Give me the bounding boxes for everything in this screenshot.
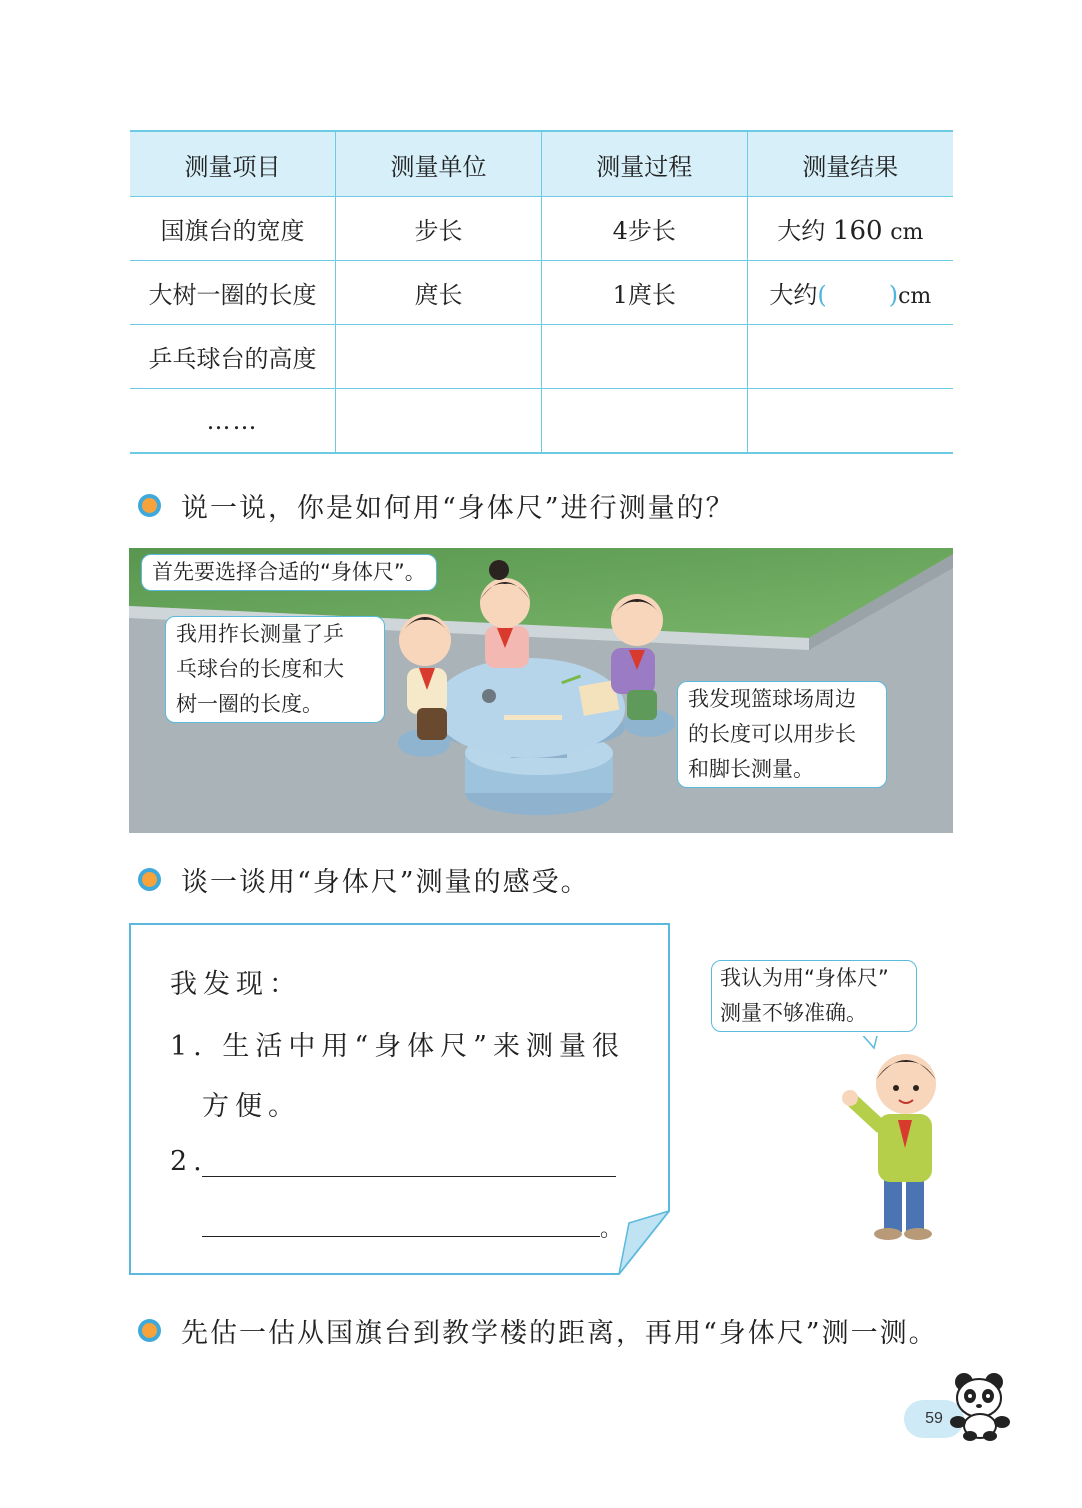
bullet-icon [138,494,161,517]
speech-bubble-top: 首先要选择合适的“身体尺”。 [141,554,437,591]
card-heading: 我发现： [170,969,302,1000]
bubble-line: 的长度可以用步长 [688,722,856,746]
table-row [130,197,953,261]
cell-result [747,197,953,261]
header-item: 测量项目 [130,131,336,197]
cell-result[interactable] [747,389,953,454]
result-prefix: 大约 [769,281,818,309]
paren-open: ( [817,281,827,309]
result-value: 160 [832,216,883,246]
card-item-1-line-2: 方便。 [202,1091,301,1122]
bullet-icon [138,1319,161,1342]
question-2 [138,860,590,899]
paren-close: ) [888,281,899,309]
cell-unit: 步长 [336,197,542,261]
cell-result [747,261,953,325]
cell-item: 乒乓球台的高度 [130,325,336,389]
question-1-text: 说一说，你是如何用“身体尺”进行测量的？ [181,493,735,524]
card-end-mark: 。 [600,1217,623,1242]
cell-unit: 庹长 [336,261,542,325]
bullet-icon [138,868,161,891]
question-3-text: 先估一估从国旗台到教学楼的距离，再用“身体尺”测一测。 [181,1318,938,1349]
card-item-2-label: 2. [170,1146,208,1177]
question-1 [138,486,735,525]
bubble-line: 树一圈的长度。 [176,692,323,716]
cell-unit[interactable] [336,325,542,389]
bubble-line: 我用拃长测量了乒 [176,622,344,646]
speech-bubble-right [677,681,887,788]
table-row [130,261,953,325]
question-2-text: 谈一谈用“身体尺”测量的感受。 [181,867,590,898]
header-process: 测量过程 [541,131,747,197]
header-unit: 测量单位 [336,131,542,197]
cell-result[interactable] [747,325,953,389]
cell-process[interactable] [541,389,747,454]
cell-item: …… [130,389,336,454]
table-row [130,389,953,454]
speech-bubble-boy [711,960,917,1032]
cell-unit[interactable] [336,389,542,454]
cell-process[interactable] [541,325,747,389]
question-3 [138,1311,938,1350]
classroom-illustration [129,548,953,833]
bubble-line: 我发现篮球场周边 [688,687,856,711]
table-row [130,325,953,389]
table-header-row [130,131,953,197]
result-unit: cm [890,220,924,245]
measurement-table [130,130,953,454]
cell-process: 1庹长 [541,261,747,325]
cell-process: 4步长 [541,197,747,261]
panda-icon [948,1372,1012,1442]
bubble-line: 测量不够准确。 [720,1001,867,1025]
answer-line-2[interactable] [202,1236,600,1237]
page-number: 59 [904,1400,964,1438]
cell-item: 大树一圈的长度 [130,261,336,325]
header-result: 测量结果 [747,131,953,197]
speech-bubble-left [165,616,385,723]
answer-line-1[interactable] [202,1176,616,1177]
bubble-line: 我认为用“身体尺” [720,966,889,990]
card-item-1-line-1: 1. 生活中用“身体尺”来测量很 [170,1031,625,1062]
boy-illustration [836,1036,956,1246]
result-prefix: 大约 [777,217,826,245]
cell-item: 国旗台的宽度 [130,197,336,261]
bubble-line: 和脚长测量。 [688,757,814,781]
result-unit: cm [898,284,932,309]
bubble-line: 乓球台的长度和大 [176,657,344,681]
